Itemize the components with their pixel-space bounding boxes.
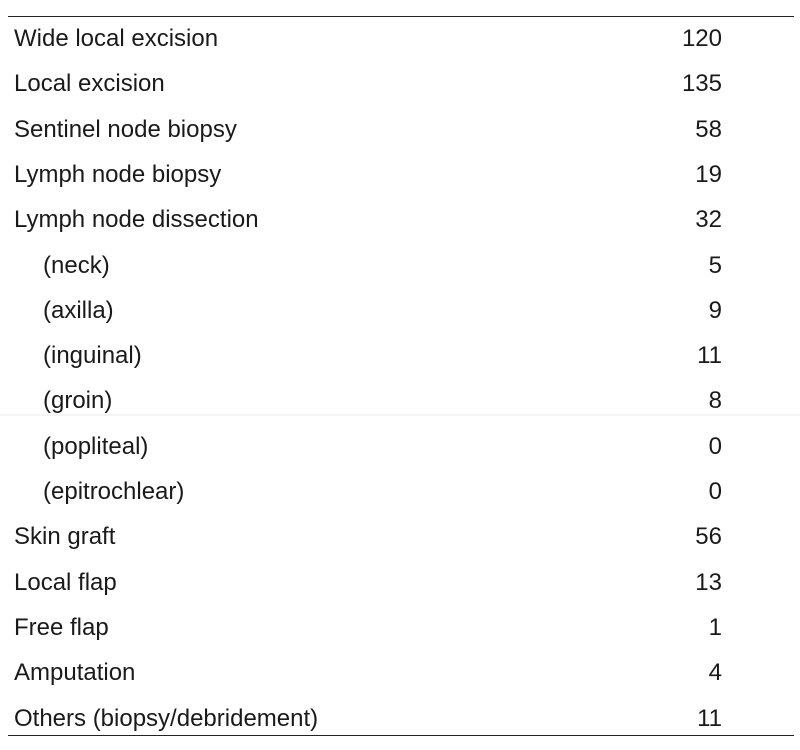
table-row [0, 107, 800, 152]
row-value: 135 [681, 70, 722, 98]
row-value: 4 [708, 659, 722, 687]
row-value: 9 [708, 296, 722, 324]
table-row [0, 243, 800, 288]
row-value: 5 [708, 251, 722, 279]
table-row [0, 605, 800, 650]
row-value: 58 [695, 115, 722, 143]
table-row [0, 424, 800, 469]
table-row [0, 560, 800, 605]
row-label: Wide local excision [14, 25, 219, 52]
table-row [0, 333, 800, 378]
row-label: (groin) [43, 387, 113, 415]
table-row [0, 696, 800, 741]
row-value: 11 [697, 704, 722, 732]
row-value: 8 [708, 387, 722, 415]
row-label: Free flap [14, 613, 109, 641]
row-value: 19 [695, 160, 722, 188]
row-label: (inguinal) [43, 342, 142, 370]
row-label: (popliteal) [43, 432, 149, 460]
table-row [0, 650, 800, 695]
row-value: 56 [695, 523, 722, 551]
table-bottom-rule [8, 735, 794, 736]
table-row [0, 378, 800, 423]
row-label: Sentinel node biopsy [14, 115, 237, 143]
row-label: Lymph node dissection [14, 206, 259, 234]
row-label: Skin graft [14, 523, 116, 551]
row-label: Local flap [14, 568, 117, 596]
table-row [0, 16, 800, 61]
row-value: 32 [695, 206, 722, 234]
table-row [0, 288, 800, 333]
row-label: Lymph node biopsy [14, 160, 222, 188]
table-row [0, 514, 800, 559]
row-value: 1 [708, 613, 722, 641]
row-label: (epitrochlear) [43, 478, 185, 505]
row-value: 120 [681, 25, 722, 52]
row-value: 13 [695, 568, 722, 596]
row-label: (axilla) [43, 296, 114, 324]
table-row [0, 197, 800, 242]
row-value: 0 [708, 432, 722, 460]
row-label: Local excision [14, 70, 165, 98]
row-label: Others (biopsy/debridement) [14, 704, 319, 732]
row-value: 11 [697, 342, 722, 370]
row-label: Amputation [14, 659, 136, 687]
table-row [0, 61, 800, 106]
row-label: (neck) [43, 251, 110, 279]
table-row [0, 469, 800, 514]
row-value: 0 [708, 478, 722, 505]
table-row [0, 152, 800, 197]
